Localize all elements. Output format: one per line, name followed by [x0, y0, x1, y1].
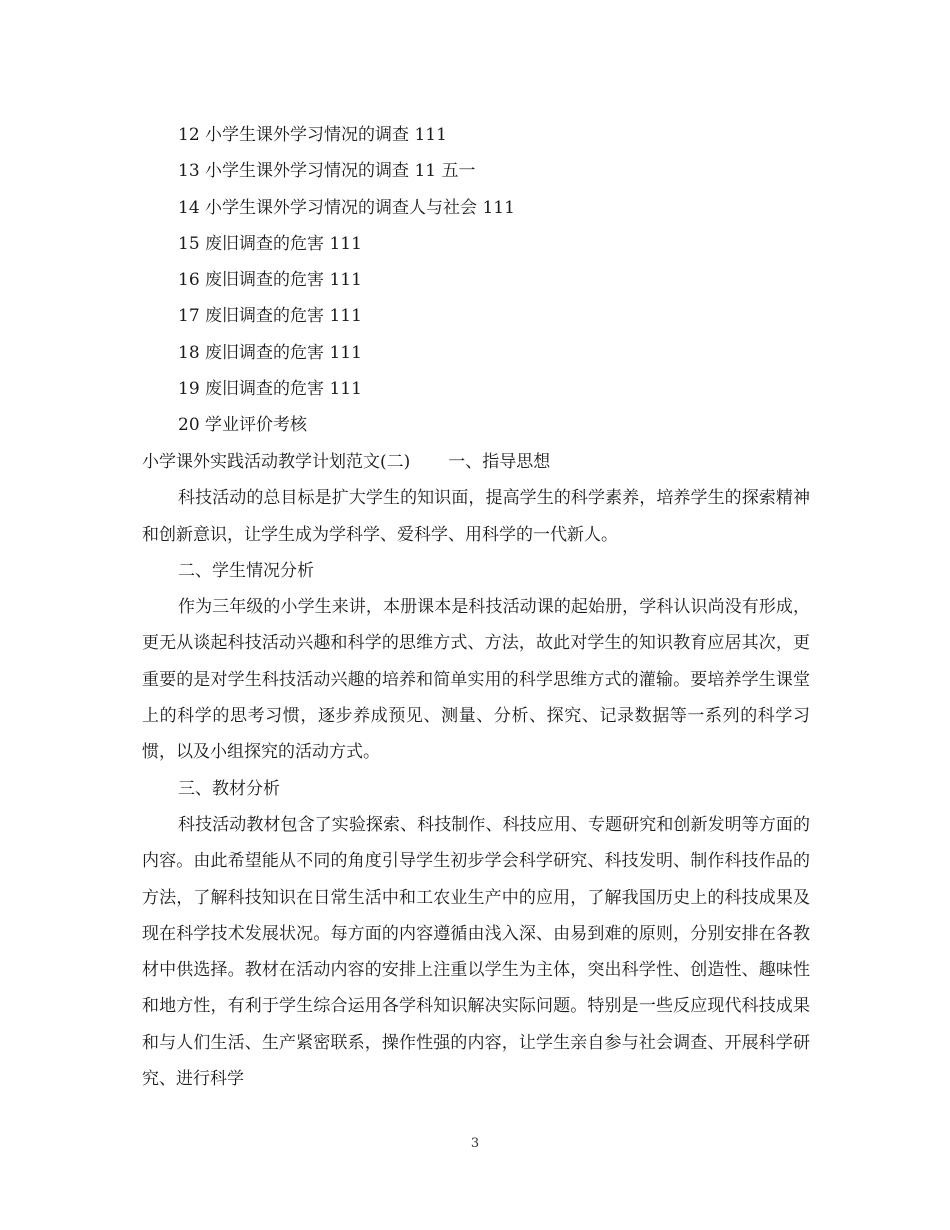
list-item: 18 废旧调查的危害 111	[178, 342, 362, 363]
list-item: 16 废旧调查的危害 111	[178, 270, 362, 291]
list-item: 19 废旧调查的危害 111	[178, 379, 362, 400]
section-paragraph: 科技活动的总目标是扩大学生的知识面，提高学生的科学素养，培养学生的探索精神和创新意识，让学生成为学科学、爱科学、用科学的一代新人。	[142, 488, 810, 545]
list-item: 13 小学生课外学习情况的调查 11 五一	[178, 161, 476, 182]
title-line	[142, 444, 810, 480]
section-heading: 二、学生情况分析	[178, 560, 314, 581]
section-paragraph: 作为三年级的小学生来讲，本册课本是科技活动课的起始册，学科认识尚没有形成，更无从谈起科技活动兴趣和科学的思维方式、方法，故此对学生的知识教育应居其次，更重要的是对学生科技活动兴趣的培养和简单实用的科学思维方式的灌输。要培养学生课堂上的科学的思考习惯，逐步养成预见、测量、分析、探究、记录数据等一系列的科学习惯，以及小组探究的活动方式。	[142, 597, 810, 763]
page-number: 3	[470, 1136, 480, 1151]
document-body	[142, 444, 810, 1097]
list-item: 20 学业评价考核	[178, 415, 308, 436]
list-item: 14 小学生课外学习情况的调查人与社会 111	[178, 197, 515, 218]
list-item: 17 废旧调查的危害 111	[178, 306, 362, 327]
section-heading: 三、教材分析	[178, 778, 280, 799]
section-heading: 一、指导思想	[448, 452, 551, 472]
schedule-list	[178, 117, 818, 444]
document-title: 小学课外实践活动教学计划范文(二)	[142, 452, 411, 472]
section-paragraph: 科技活动教材包含了实验探索、科技制作、科技应用、专题研究和创新发明等方面的内容。由此希望能从不同的角度引导学生初步学会科学研究、科技发明、制作科技作品的方法，了解科技知识在日常生活中和工农业生产中的应用，了解我国历史上的科技成果及现在科学技术发展状况。每方面的内容遵循由浅入深、由易到难的原则，分别安排在各教材中供选择。教材在活动内容的安排上注重以学生为主体，突出科学性、创造性、趣味性和地方性，有利于学生综合运用各学科知识解决实际问题。特别是一些反应现代科技成果和与人们生活、生产紧密联系，操作性强的内容，让学生亲自参与社会调查、开展科学研究、进行科学	[142, 814, 810, 1090]
list-item: 15 废旧调查的危害 111	[178, 233, 362, 254]
list-item: 12 小学生课外学习情况的调查 111	[178, 125, 447, 145]
